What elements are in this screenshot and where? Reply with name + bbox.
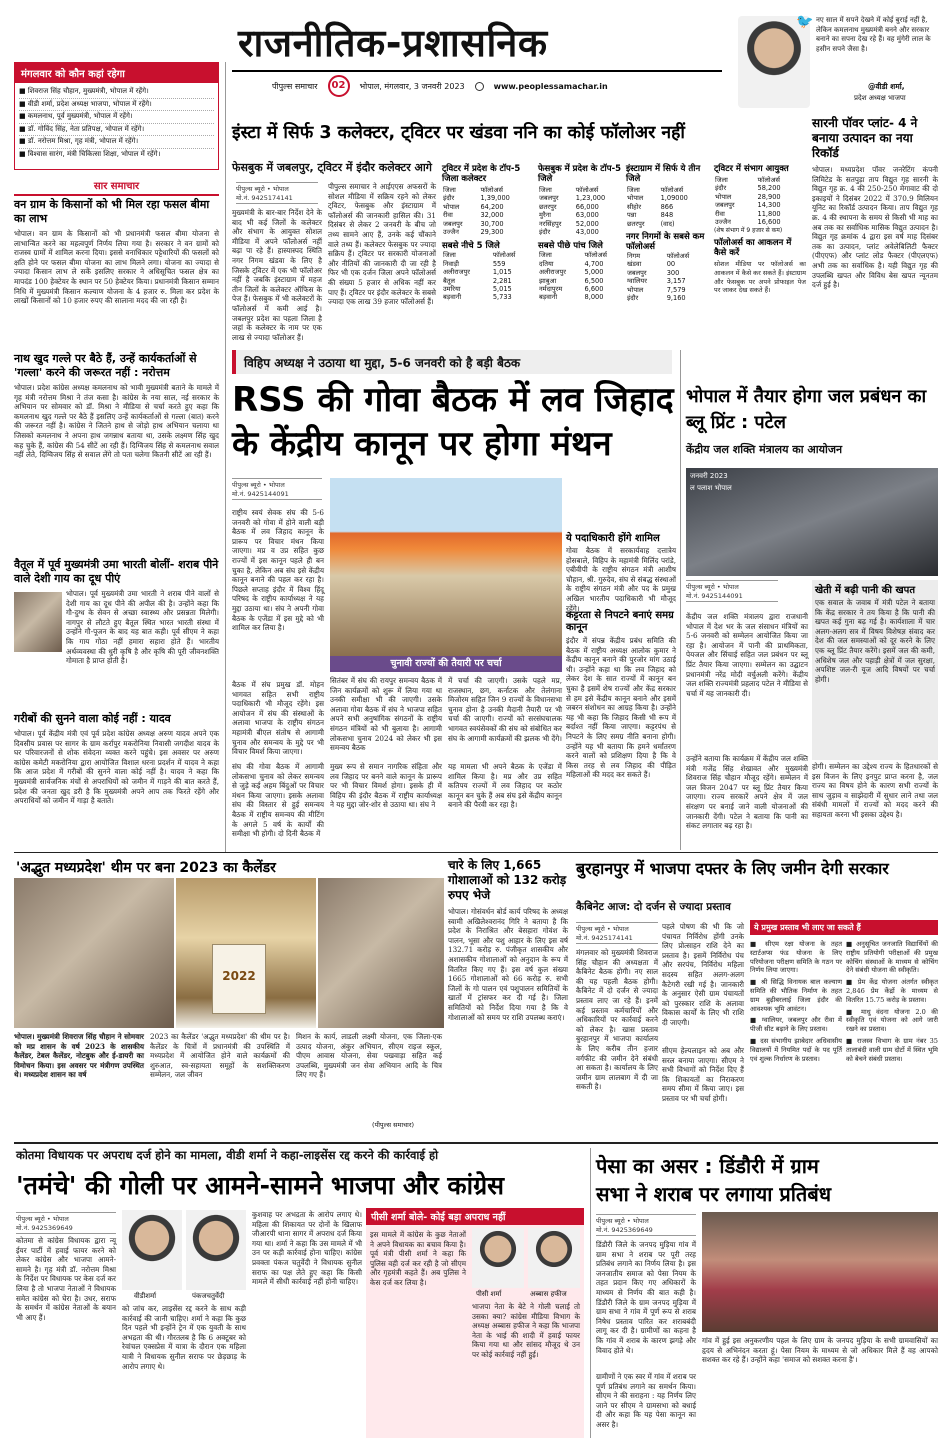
proposals-right [846,940,938,1063]
rss-photo-caption: चुनावी राज्यों की तैयारी पर चर्चा [330,656,562,672]
proposal-item: ■ ग्वालियर, जबलपुर और रीवा में पीजी सीट बढ़ाने के लिए प्रस्ताव। [750,1016,843,1034]
insta-byline: पीपुल्स ब्यूरो • भोपाल मो.नं. 9425174141 [236,182,318,204]
brief-3 [14,558,219,709]
brief-headline: वैतूल में पूर्व मुख्यमंत्री उमा भारती बोलीं- शराब पीने वाले देशी गाय का दूध पीएं [14,558,219,585]
commissioner-table [714,164,806,312]
globe-icon [475,82,484,91]
insta-body-2: पीपुल्स समाचार ने आईएएस अफसरों के सोशल मीडिया में सक्रिय रहने को लेकर ट्विटर, फेसबुक और इंस्टाग्राम में फॉलोअर्स की जानकारी हासिल की। 31 दिसंबर से लेकर 2 जनवरी के बीच जो तथ्य सामने आए हैं, उनके कई चौंकाने वाले तथ्य हैं। कलेक्टर फेसबुक पर ज्यादा सक्रिय हैं। ट्विटर पर सरकारी योजनाओं और नीतियों की जानकारी दी जा रही है फिर भी एक दर्जन जिला अपने फॉलोअर्स की संख्या 5 हजार से अधिक नहीं कर पाए हैं। ट्विटर पर इंदौर कलेक्टर के सबसे ज्यादा एक लाख 39 हजार फॉलोअर्स हैं। [328,182,436,307]
abbas-hafeez-photo [528,1228,580,1288]
rss-side-box [566,530,676,836]
tweet-text: नए साल में सपने देखने में कोई बुराई नहीं है, लेकिन कमलनाथ मुख्यमंत्री बनने और सरकार बनाने का सपना देख रहे हैं। वह मुंगेरी लाल के हसीन सपने जैसा है। [816,16,931,53]
kotma-body-3: कुशवाह पर अभद्रता के आरोप लगाए थे। महिला की शिकायत पर दोनों के खिलाफ जीआरपी थाना सागर में अपराध दर्ज किया गया था। शर्मा ने कहा कि उस मामले में भी उन पर कड़ी कार्रवाई होना चाहिए। कांग्रेस प्रवक्ता पंकज चतुर्वेदी ने विधायक सुनील सराफ का पक्ष लेते हुए कहा कि किसी मामले में सीधी कार्रवाई नहीं होनी चाहिए। [252,1210,362,1287]
proposal-item: ■ सीएम रक्षा योजना के तहत स्टार्टअप्स फंड योजना के लिए परियोजना परीक्षण समिति के गठन पर निर्णय लिया जाएगा। [750,940,842,975]
whereabouts-list [15,83,218,163]
burhanpur-subhead: कैबिनेट आज: दो दर्जन से ज्यादा प्रस्ताव [576,901,731,913]
kotma-name-2: पंकजचतुर्वेदी [192,1292,225,1300]
rss-body-2: बैठक में संघ प्रमुख डॉ. मोहन भागवत सहित सभी राष्ट्रीय पदाधिकारी भी मौजूद रहेंगे। इस आयोजन में संघ की संस्थाओं के अलावा भाजपा के राष्ट्रीय संगठन महामंत्री बीएल संतोष से आगामी चुनाव और समन्वय के मुद्दे पर भी विचार विमर्श किया जाएगा। [232,680,324,757]
proposals-box [750,920,938,935]
water-body-3: होगी। सम्मेलन का उद्देश्य राज्य के हितधारकों से इस विजन के लिए इनपुट प्राप्त करना है, जल राज्य का विषय होने के कारण सभी राज्यों के साथ जुड़ाव व साझेदारी में सुधार लाने तथा जल संबंधी मामलों में राज्यों को मदद करने की सहायता करना भी इसका उद्देश्य है। [812,762,938,819]
tw-top-data: जिला फॉलोअर्स इंदौर 1,39,000 भोपाल 64,200 रीवा 32,000 जबलपुर 30,700 उज्जैन 29,300 [443,186,510,237]
rss-headline-1: RSS की गोवा बैठक में लव जिहाद [232,380,674,420]
brief-headline: गरीबों की सुनने वाला कोई नहीं : यादव [14,712,171,725]
tweet-box [738,8,938,108]
rss-body-1: राष्ट्रीय स्वयं सेवक संघ की 5-6 जनवरी को गोवा में होने वाली बड़ी बैठक में लव जिहाद कानून के प्रारूप पर विचार मंथन किया जाएगा। मप्र व उप्र सहित कुछ राज्यों में इस कानून पहले ही बन चुका है, लेकिन अब संघ इसे केंद्रीय कानून बनाने की पहल कर रहा है। पिछले सप्ताह इंदौर में विश्व हिंदू परिषद के राष्ट्रीय कार्याध्यक्ष ने यह मुद्दा उठाया था। संघ ने अपनी गोवा बैठक के एजेंडा में इस मुद्दे को भी शामिल कर लिया है। [232,508,324,633]
insta-body-1: मुख्यमंत्री के बार-बार निर्देश देने के बाद भी कई जिलों के कलेक्टर और संभाग के आयुक्त सोशल मीडिया में अपने फॉलोअर्स नहीं बढ़ा पा रहे हैं। हास्यास्पद स्थिति नगर निगम खंडवा के लिए है जिसके ट्विटर में एक भी फॉलोअर नहीं है जबकि इंस्टाग्राम में महज तीन जिलों के कलेक्टर ऑफिस के पेज हैं। फेसबुक में भी कलेक्टरों के फॉलोअर्स में कमी आई है। जबलपुर प्रदेश का पहला जिला है जहां के कलेक्टर के नाम पर एक लाख से ज्यादा फॉलोअर हैं। [232,208,322,342]
whereabouts-item: ■ वीडी शर्मा, प्रदेश अध्यक्ष भाजपा, भोपाल में रहेंगे। [19,99,214,112]
insta-subhead: फेसबुक में जबलपुर, ट्विटर में इंदौर कलेक्टर आगे [232,161,432,174]
gaushala-body: भोपाल। गोसंवर्धन बोर्ड कार्य परिषद के अध्यक्ष स्वामी अखिलेश्वरानंद गिरि ने बताया है कि प्रदेश के निराश्रित और बेसहारा गोवंश के पालन, भूसा और पशु आहार के लिए इस वर्ष 132.71 करोड़ रु. पंजीकृत शासकीय और अशासकीय गोशालाओं को अनुदान के रूप में वितरित किए गए हैं। इस वर्ष कुल संख्या 1665 गोशालाओं को 66 करोड़ रु. सभी जिलों के गो पालन एवं पशुपालन समितियों के खातों में ट्रांसफर कर दी गई है। जिला समितियों को निर्देश दिया गया है कि वे गोशालाओं को समय पर राशि उपलब्ध कराएं। [448,907,568,1022]
water-box [812,580,938,760]
burhanpur-headline: बुरहानपुर में भाजपा दफ्तर के लिए जमीन देगी सरकार [576,859,889,878]
water-photo-tag-2: ल पलाश भोपाल [690,484,732,492]
calendar-page: 2022 [212,944,266,1014]
rss-side-head-2: कट्टरता से निपटने बनाएं समग्र कानून [566,610,674,633]
sarni-body: भोपाल। मध्यप्रदेश पॉवर जनरेटिंग कंपनी लिमिटेड के सतपुड़ा ताप विद्युत गृह सारनी के विद्युत गृह क्र. 4 की 250-250 मेगावाट की दो इकाइयों ने दिसंबर 2022 में 370.9 मिलियन यूनिट का रिकॉर्ड उत्पादन किया। ताप विद्युत गृह क्र. 4 की स्थापना के समय से किसी भी माह का अब तक का सर्वाधिक मासिक विद्युत उत्पादन है। विद्युत गृह क्रमांक 4 द्वारा इस वर्ष माह दिसंबर तक का उत्पादन, प्लांट अवेलेबिलिटी फैक्टर (पीएएफ) और प्लांट लोड फैक्टर (पीएलएफ) अभी तक का सर्वाधिक है। यही विद्युत गृह की उपलब्धि खपत और विविध बेस खपत न्यूनतम दर्ज हुई है। [812,165,938,290]
water-box-head: खेती में बढ़ी पानी की खपत [815,585,916,596]
fb-top-data: जिला फॉलोअर्स जबलपुर 1,23,000 छतरपुर 66,000 मुरैना 63,000 नरसिंहपुर 52,000 इंदौर 43,000 [539,186,606,237]
pc-sharma-box [366,1208,584,1438]
water-subhead: केंद्रीय जल शक्ति मंत्रालय का आयोजन [686,443,843,456]
rss-below-photo-1: सितंबर में संघ की रायपुर समन्वय बैठक में जिन कार्यक्रमों को शुरू में लिया गया था उनकी समीक्षा भी की जाएगी। उसके अलावा गोवा बैठक में संघ ने भाजपा सहित अपने सभी अनुषांगिक संगठनों के राष्ट्रीय संगठन मंत्रियों को भी बुलाया है। आगामी लोकसभा चुनाव 2024 को लेकर भी इस समन्वय बैठक [330,676,442,753]
commissioner-note: (शेष संभाग में 9 हजार से कम) [714,227,783,235]
whereabouts-box [14,62,219,170]
pc-sharma-body: इस मामले में कांग्रेस के कुछ नेताओं ने अपने विधायक का बचाव किया है। पूर्व मंत्री पीसी शर्मा ने कहा कि पुलिस वही दर्ज कर रही है जो सीएम और गृहमंत्री कहते हैं। अब पुलिस ने केस दर्ज कर लिया है। [370,1230,466,1287]
lower-rule [14,1142,938,1144]
rss-below-photo-3: मुख्य रूप से समान नागरिक संहिता और लव जिहाद पर बनने वाले कानून के प्रारूप पर भी विचार विमर्श होगा। इसके ही में विहिप की इंदौर बैठक में राष्ट्रीय कार्याध्यक्ष ने यह मुद्दा जोर-शोर से उठाया था। संघ ने [330,762,442,810]
brief-1 [14,198,219,347]
dindori-headline-2: सभा ने शराब पर लगाया प्रतिबंध [596,1182,832,1206]
brief-body: भोपाल। पूर्व केंद्रीय मंत्री एवं पूर्व प्रदेश कांग्रेस अध्यक्ष अरुण यादव अपने एक दिवसीय प्रवास पर सागर के ग्राम कर्रापुर मकरोनिया निवासी जगदीश यादव के घर परिवारजनों से शोक संवेदना व्यक्त करने पहुंचे। इस अवसर पर अरुण कांग्रेस कमेटी मकरोनिया द्वारा आयोजित विशाल धरना प्रदर्शन में यादव ने कहा कि आज प्रदेश में गरीबों की सुनने वाला कोई नहीं है। यादव ने कहा कि मुख्यमंत्री सार्वजनिक मंचों से अपराधियों को जमीन में गाड़ने की बात करते हैं, प्रदेश की जनता खुद डरी है कि मुख्यमंत्री अपने आप तक फिरते रहेंगे और अपराधियों को जमीन में गाड़ा है बताते। [14,729,219,806]
proposal-item: ■ दस संभागीय झाबेदार अधिवासीय विद्यालयों में नियमित पदों के पद पूर्ति एवं शुल्क निर्धारण के प्रस्ताव। [750,1036,842,1063]
calendar-credit: (पीपुल्स समाचार) [372,1121,415,1129]
calendar-caption-3: मिशन के कार्य, लाडली लक्ष्मी योजना, एक जिला-एक उत्पाद योजना, अंकुर अभियान, सीएम राइज स्कूल, पीएम आवास योजना, सेवा पखवाड़ा सहित कई उपलब्धि, मुख्यमंत्री जन सेवा अभियान आदि के चित्र लिए गए हैं। [296,1032,442,1080]
calendar-launch-photo-right [318,878,444,1028]
rss-below-photo-4: यह मामला भी अपने बैठक के एजेंडा में शामिल किया है। मप्र और उप्र सहित कतिपय राज्यों में लव जिहाद पर कठोर कानून बन चुके हैं अब संघ इसे केंद्रीय कानून बनाने की पैरवी कर रहा है। [448,762,562,810]
fb-top-table [538,164,622,302]
brief-headline: वन ग्राम के किसानों को भी मिल रहा फसल बीमा का लाभ [14,198,210,225]
masthead-rule [232,70,722,72]
proposal-item: ■ राजस्व विभाग के ग्राम नंबर 35 तालाबंदी वाली ग्राम दोटों में स्थित भूमि को बेचने संबंधी प्रस्ताव। [846,1036,938,1063]
rss-kicker: विहिप अध्यक्ष ने उठाया था मुद्दा, 5-6 जनवरी को है बड़ी बैठक [232,350,672,374]
brief-body: भोपाल। पूर्व मुख्यमंत्री उमा भारती ने शराब पीने वालों से देशी गाय का दूध पीने की अपील की है। उन्होंने कहा कि गौ-दुग्ध के सेवन से अच्छा स्वास्थ्य और प्रसन्नता मिलेगी। नागपुर से लौटते हुए बैतूल स्थित भारत भारती संस्था में उन्होंने गौ-पूजन के बाद यह बात कही। पूर्व सीएम ने कहा कि गाय गोठा नहीं हमारा सहारा होते हैं। भारतीय अर्थव्यवस्था की धुरी कृषि है और कृषि की पूरी जीवनशक्ति गोमाता है प्राप्त होती है। [66,589,219,666]
water-divider [680,350,681,850]
fb-top-title: फेसबुक में प्रदेश के टॉप-5 जिले [538,164,622,184]
water-byline: पीपुल्स ब्यूरो • भोपाल मो.नं. 9425144091 [686,580,778,602]
sarni-headline: सारनी पॉवर प्लांट- 4 ने बनाया उत्पादन का नया रिकॉर्ड [812,116,918,160]
whereabouts-item: ■ विश्वास सारंग, मंत्री चिकित्सा शिक्षा, भोपाल में रहेंगे। [19,149,161,158]
dindori-gramsabha-photo [702,1212,938,1332]
gaushala-headline: चारे के लिए 1,665 गोशालाओं को 132 करोड़ रुपए भेजे [448,858,567,902]
sarni-box [812,116,938,350]
calendar-caption-2: 2023 का कैलेंडर 'अद्भुत मध्यप्रदेश' की थीम पर है। कैलेंडर के चित्रों में प्रधानमंत्री की उपस्थिति में मध्यप्रदेश में आयोजित होने वाले कार्यक्रमों की शुरुआत, स्व-सहायता समूहों के सशक्तिकरण सम्मेलन, जल जीवन [150,1032,290,1080]
website: www.peoplessamachar.in [493,81,608,91]
kotma-body-2: को जांच कर, लाइसेंस रद्द करने के साथ कड़ी कार्रवाई की जानी चाहिए। शर्मा ने कहा कि कुछ दिन पहले भी इन्होंने ट्रेन में एक युवती के साथ अभद्रता की थी। गौरतलब है कि 6 अक्टूबर को रेवांचल एक्सप्रेस में यात्रा के दौरान एक महिला यात्री ने विधायक सुनील सराफ पर छेड़छाड़ के आरोप लगाए थे। [122,1304,246,1371]
proposals-left [750,940,842,1063]
pc-sharma-head: पीसी शर्मा बोले- कोई बड़ा अपराध नहीं [366,1208,584,1225]
twitter-icon: 🐦 [796,14,814,30]
dindori-body-2: ग्रामीणों ने एक स्वर में गांव में शराब पर पूर्ण प्रतिबंध लगाने का समर्थन किया। सीएम ने की सराहना : यह निर्णय लिए जाने पर सीएम ने ग्रामसभा को बधाई दी और कहा कि यह पेसा कानून का असर है। [596,1372,696,1429]
brief-4 [14,712,219,849]
tweet-author: @वीडी शर्मा, [868,82,905,91]
water-body-2: उन्होंने बताया कि कार्यक्रम में केंद्रीय जल शक्ति मंत्री गजेंद्र सिंह शेखावत और मुख्यमंत्री शिवराज सिंह चौहान मौजूद रहेंगे। सम्मेलन में जल विजन 2047 पर ब्लू प्रिंट तैयार किया जाएगा। राज्य सरकारें अपने क्षेत्र में जल संरक्षण पर बनाई जाने वाली योजनाओं की जानकारी देंगी। पटेल ने बताया कि पानी का संकट लगातार बढ़ रहा है। [686,754,808,831]
masthead-left-blank [14,8,214,60]
dindori-byline: पीपुल्स ब्यूरो • भोपाल मो.नं. 9425369649 [596,1214,696,1236]
tw-bottom-data: जिला फॉलोअर्स निवाड़ी 559 अलीराजपुर 1,015 बैतूल 2,281 उमरिया 5,015 बड़वानी 5,733 [443,251,516,302]
tw-bottom-title: सबसे नीचे 5 जिले [442,241,500,252]
proposal-item: ■ अनुसूचित जनजाति विद्यार्थियों की राष्ट्रीय प्रतियोगी परीक्षाओं की प्रमुख कोचिंग संस्थाओं के माध्यम से कोचिंग देने संबंधी योजना की स्वीकृति। [846,940,938,975]
whereabouts-item: ■ डॉ. नरोत्तम मिश्रा, गृह मंत्री, भोपाल में रहेंगे। [19,136,214,149]
calendar-headline: 'अद्भुत मध्यप्रदेश' थीम पर बना 2023 का कैलेंडर [16,860,276,876]
whereabouts-item: ■ शिवराज सिंह चौहान, मुख्यमंत्री, भोपाल में रहेंगे। [19,86,214,99]
ig-data: जिला फॉलोअर्स भोपाल 1,09000 सीहोर 866 पन्ना 848 छतरपुर (वाद) [627,186,688,228]
dindori-body-3: गांव में हुई इस अनुकरणीय पहल के लिए ग्राम के जनपद मुड़िया के सभी ग्रामवासियों का हृदय से अभिनंदन करता हूं। पेसा नियम के माध्यम से जो अधिकार मिले हैं वह आपको सशक्त कर रहे हैं। उन्होंने कहा 'समाज को सशक्त करना है'। [702,1336,938,1365]
ig-title: इंस्टाग्राम में सिर्फ ये तीन जिले [626,164,701,184]
proposal-item: ■ प्रेम केंद्र योजना अंतर्गत स्वीकृत 2,846 प्रेम केंद्रों के माध्यम से वितरित 15.75 करोड़ के प्रस्ताव। [846,978,939,1004]
insta-headline: इंस्टा में सिर्फ 3 कलेक्टर, ट्विटर पर खंडवा ननि का कोई फॉलोअर नहीं [232,123,685,143]
gaushala-box [448,858,568,1097]
rss-byline: पीपुल्स ब्यूरो • भोपाल मो.नं. 9425144091 [232,478,322,500]
fb-bottom-data: जिला फॉलोअर्स दतिया 4,700 अलीराजपुर 5,000 झाबुआ 6,500 नर्मदापुरम 6,600 बड़वानी 8,000 [539,251,607,302]
pc-name-1: पीसी शर्मा [476,1290,502,1298]
commissioner-title: ट्विटर में संभाग आयुक्त [714,164,789,174]
sar-label: सार समाचार [14,178,219,196]
rss-side-body-2: इंदौर में संपन्न केंद्रीय प्रबंध समिति की बैठक में राष्ट्रीय अध्यक्ष आलोक कुमार ने केंद्रीय कानून बनाने की पुरजोर मांग उठाई थी। उन्होंने कहा था कि लव जिहाद को लेकर देश के सात राज्यों में कानून बन चुका है इसमें शेष राज्यों और केंद्र सरकार से हम इसे केंद्रीय कानून बनाने और इसमें जबरन संशोधन का आग्रह किया है। उन्होंने यह भी कहा कि जिहाद किसी भी रूप में बर्दाश्त नहीं किया जाएगा। कट्टरपंथ से निपटने के लिए समग्र नीति बनाना होगी। उन्होंने यह भी बताया कि हमने धर्मांतरण करने वालों को प्रशिक्षण दिया है कि वे किस तरह से लव जिहाद की पीड़ित महिलाओं की मदद कर सकते हैं। [566,636,676,780]
page-number: 02 [328,75,350,97]
vd-sharma-photo [122,1210,182,1290]
rss-rally-photo [330,478,562,656]
whereabouts-item: ■ डॉ. गोविंद सिंह, नेता प्रतिपक्ष, भोपाल में रहेंगे। [19,124,214,137]
calendar-caption-1: भोपाल। मुख्यमंत्री शिवराज सिंह चौहान ने सोमवार को मप्र शासन के वर्ष 2023 के शासकीय कैलेंडर, टेबल कैलेंडर, नोटबुक और ई-डायरी का विमोचन किया। इस अवसर पर मंत्रीगण उपस्थित थे। मध्यप्रदेश शासन का वर्ष [14,1032,144,1080]
kotma-name-1: वीडीशर्मा [134,1292,157,1300]
section-title: राजनीतिक-प्रशासनिक [238,21,548,65]
tweet-author-role: प्रदेश अध्यक्ष भाजपा [854,94,906,102]
pc-name-2: अब्बास हफीज [530,1290,567,1298]
pc-sharma-body-2: भाजपा नेता के बेटे ने गोली चलाई तो उसका क्या? कांग्रेस मीडिया विभाग के अध्यक्ष अब्बास हफीज ने कहा कि भाजपा नेता के भाई की शादी में हवाई फायर किया गया था और सांसद मौजूद थे उन पर कोई कार्रवाई नहीं हुई। [472,1302,580,1359]
fb-comm-title: फॉलोअर्स का आकलन में कैसे करें [714,238,792,259]
rss-below-photo-2: में चर्चा की जाएगी। उसके पहले मप्र, राजस्थान, छग, कर्नाटक और तेलंगाना मिजोरम सहित जिन 9 राज्यों के विधानसभा चुनाव होना है उनकी मैदानी तैयारी पर भी चर्चा की जाएगी। राज्यों को सरसंघचालक भागवत स्वयंसेवकों की संघ को संबोधित कर संघ के आगामी कार्यक्रमों की झलक भी देंगे। [448,676,562,743]
left-col-divider [225,62,226,852]
tw-top-title: ट्विटर में प्रदेश के टॉप-5 जिला कलेक्टर [442,164,521,184]
burhanpur-byline: पीपुल्स ब्यूरो • भोपाल मो.नं. 9425174141 [576,922,658,944]
water-body-1: केंद्रीय जल शक्ति मंत्रालय द्वारा राजधानी भोपाल में देश भर के जल संसाधन मंत्रियों का 5-6 जनवरी को सम्मेलन आयोजित किया जा रहा है। आयोजन में पानी की प्राथमिकता, पेयजल और सिंचाई सहित जल प्रबंधन पर ब्लू प्रिंट तैयार किया जाएगा। सम्मेलन का उद्घाटन प्रधानमंत्री नरेंद्र मोदी वर्चुअली करेंगे। केंद्रीय जल शक्ति राज्यमंत्री प्रहलाद पटेल ने मीडिया से चर्चा में यह जानकारी दी। [686,612,808,698]
masthead-strip [232,76,722,96]
water-headline: भोपाल में तैयार होगा जल प्रबंधन का ब्लू प्रिंट : पटेल [686,386,927,433]
proposal-item: ■ श्री सिद्धि विनायक बाल कल्याण समिति की भौतिक निर्माण के तहत ग्राम बुढ़ीबरलाई जिला इंदौर की आवश्यक भूमि आवंटन। [750,978,842,1013]
brief-body: भोपाल। प्रदेश कांग्रेस अध्यक्ष कमलनाथ को भावी मुख्यमंत्री बताने के मामले में गृह मंत्री नरोत्तम मिश्रा ने तंज कसा है। कांग्रेस के नया साल, नई सरकार के अभियान पर सोमवार को डॉ. मिश्रा ने मीडिया से चर्चा करते हुए कहा कि कमलनाथ खुद गल्ले पर बैठे हैं इसलिए उन्हें कार्यकर्ताओं से गल्ला (बात) करने की जरूरत नहीं है। कांग्रेस ने जितने हाथ से जोड़ो हाथ अभियान चलाया था जिसको कमलनाथ ने अपना हाथ जगन्नाथ बताया था, उसके लक्ष्मण सिंह खुद कह चुके हैं, कांग्रेस की 54 सीटें आ रही हैं। दिग्विजय सिंह से कमलनाथ सवाल नहीं लेते, दिग्विजय सिंह से सवाल लेंगे तो पता चलेगा कितनी सीटें आ रही हैं। [14,383,219,460]
pankaj-chaturvedi-photo [186,1210,246,1290]
dindori-body-1: डिंडौरी जिले के जनपद मुड़िया गांव में ग्राम सभा ने शराब पर पूरी तरह प्रतिबंध लगाने का निर्णय लिया है। इस जनजातीय समाज को पेसा नियम के तहत प्रदान किए गए अधिकारों के माध्यम से निर्णय की बात कही है। डिंडौरी जिले के ग्राम जनपद मुड़िया में ग्राम सभा ने गांव में पूर्ण रूप से शराब निषेध प्रस्ताव पारित कर शराबबंदी लागू कर दी है। ग्रामीणों का कहना है कि गांव में शराब के कारण झगड़े और विवाद होते थे। [596,1240,696,1355]
whereabouts-item: ■ कमलनाथ, पूर्व मुख्यमंत्री, भोपाल में रहेंगे। [19,111,214,124]
pc-sharma-photo [472,1228,524,1288]
nn-data: निगम फॉलोअर्स खंडवा 00 जबलपुर 300 ग्वालियर 3,157 भोपाल 7,579 इंदौर 9,160 [627,252,690,303]
fb-bottom-title: सबसे पीछे पांच जिले [538,241,603,252]
dindori-divider [590,1148,591,1438]
proposal-item: ■ माधु वंदना योजना 2.0 की स्वीकृति एवं योजना को आगे जारी रखने का प्रस्ताव। [846,1007,938,1034]
burhanpur-body-1: मंगलवार को मुख्यमंत्री शिवराज सिंह चौहान की अध्यक्षता में कैबिनेट बैठक होगी। नए साल की यह पहली बैठक होगी। कैबिनेट में दो दर्जन से ज्यादा प्रस्ताव लाए जा रहे हैं। इनमें कई प्रस्ताव कर्मचारियों और अधिकारियों पर कार्रवाई करने को लेकर है। खास प्रस्ताव बुरहानपुर में भाजपा कार्यालय के लिए करीब तीन हजार वर्गफीट की जमीन देने संबंधी आ सकता है। कार्यालय के लिए जमीन ग्राम लालबाग में दी जा सकती है। [576,948,658,1092]
rss-body-3: संघ की गोवा बैठक में आगामी लोकसभा चुनाव को लेकर समन्वय से जुड़े कई अहम बिंदुओं पर विचार मंथन किया जाएगा। इसके अलावा संघ की विस्तार से हुई समन्वय बैठक में राष्ट्रीय समन्वय की मीटिंग के अगले 5 वर्ष के कार्यों की समीक्षा भी होगी। दो दिनी बैठक में [232,762,324,839]
paper-name: पीपुल्स समाचार [272,81,318,91]
brief-headline: नाथ खुद गल्ले पर बैठे हैं, उन्हें कार्यकर्ताओं से 'गल्ला' करने की जरूरत नहीं : नरोत्तम [14,352,197,379]
tw-top-table [442,164,534,302]
brief-body: भोपाल। वन ग्राम के किसानों को भी प्रधानमंत्री फसल बीमा योजना से लाभान्वित करने का महत्वपूर्ण निर्णय लिया गया है। सरकार ने वन ग्रामों को राजस्व ग्रामों में शामिल करना दिया। इससे वनाधिकार पट्टेधारियों की फसलों को क्षति होने पर फसल बीमा योजना का लाभ मिलने लगा। योजना का ज्यादा से ज्यादा किसान लाभ ले सकें इसलिए सरकार ने अधिसूचित फसल क्षेत्र का मापदंड 100 हेक्टेयर के स्थान पर 50 हेक्टेयर किया। प्रधानमंत्री किसान सम्मान निधि में मुख्यमंत्री किसान कल्याण योजना के 4 हजार रु. मिला कर प्रदेश के लाखों किसानों को 10 हजार रुपए की सालाना मदद की जा रही है। [14,229,219,306]
commissioner-data: जिला फॉलोअर्स इंदौर 58,200 भोपाल 28,900 जबलपुर 14,300 रीवा 11,800 उज्जैन 16,600 [715,176,781,227]
mid-rule [14,852,938,853]
calendar-launch-photo-left [14,878,174,1028]
rss-side-body: गोवा बैठक में सरकार्यवाह दत्तात्रेय होसबाले, विहिप के महामंत्री मिलिंद परांडे, एबीवीपी के राष्ट्रीय संगठन मंत्री आशीष चौहान, श्री. गुरुदेव, संघ से संबद्ध संस्थाओं के राष्ट्रीय संगठन मंत्री और पद के प्रमुख अखिल भारतीय पदाधिकारी भी मौजूद रहेंगे। [566,546,676,613]
fb-comm-text: सोशल मीडिया पर फॉलोअर्स का आकलन में कैसे कर सकते हैं। इंस्टाग्राम और फेसबुक पर अपने प्रोफाइल पेज पर जाकर देख सकते हैं। [714,260,806,295]
rss-side-head: ये पदाधिकारी होंगे शामिल [566,533,660,544]
kotma-headline: 'तमंचे' की गोली पर आमने-सामने भाजपा और कांग्रेस [16,1171,505,1200]
dindori-headline-1: पेसा का असर : डिंडौरी में ग्राम [596,1154,819,1178]
kotma-byline: पीपुल्स ब्यूरो • भोपाल मो.नं. 9425369649 [16,1212,116,1234]
kotma-body-1: कोतमा से कांग्रेस विधायक द्वारा न्यू ईयर पार्टी में हवाई फायर करने को लेकर कांग्रेस और भाजपा आमने-सामने है। गृह मंत्री डॉ. नरोत्तम मिश्रा के निर्देश पर विधायक पर केस दर्ज कर लिया है तो भाजपा नेताओं ने विधायक समेत कांग्रेस को घेरा है। उधर, सराफ के समर्थन में कांग्रेस नेताओं के बयान भी आए हैं। [16,1236,116,1322]
kotma-kicker: कोतमा विधायक पर अपराध दर्ज होने का मामला, वीडी शर्मा ने कहा-लाइसेंस रद्द करने की कार्रवाई हो [16,1148,439,1162]
rss-headline-2: के केंद्रीय कानून पर होगा मंथन [232,424,612,464]
ig-table [626,164,710,302]
uma-bharti-photo [14,592,62,652]
nn-title: नगर निगमों के सबसे कम फॉलोअर्स [626,232,705,253]
proposals-head: ये प्रमुख प्रस्ताव भी लाए जा सकते हैं [750,920,938,935]
dateline: भोपाल, मंगलवार, 3 जनवरी 2023 [359,81,465,91]
water-box-body: एक सवाल के जवाब में मंत्री पटेल ने बताया कि केंद्र सरकार ने तय किया है कि पानी की खपत कई गुना बढ़ गई है। कार्यशाला में चार अलग-अलग सत्र में विषय विशेषज्ञ संवाद कर देश की जल समस्याओं को दूर करने के लिए एक ब्लू प्रिंट तैयार करेंगे। इसमें जल की कमी, अधिशेष जल और पहाड़ी क्षेत्रों में जल सुरक्षा, अपशिष्ट जल-री यूज आदि विषयों पर चर्चा होगी। [815,598,935,684]
whereabouts-title: मंगलवार को कौन कहां रहेगा [15,63,218,83]
brief-2 [14,352,219,523]
water-photo-tag: जनवरी 2023 [690,472,728,480]
burhanpur-body-3: सीएम हेल्पलाइन को अब और सरल बनाया जाएगा। सीएम ने सभी विभागों को निर्देश दिए हैं कि शिकायतों का निराकरण समय सीमा में किया जाए। इस प्रस्ताव पर भी चर्चा होगी। [662,1046,744,1103]
burhanpur-body-2: पहले पोषण की भी कि जो पंचायत निर्विरोध होंगी उनके लिए प्रोत्साहन राशि देने का प्रस्ताव है। इसमें निर्विरोध पंच और सरपंच, निर्विरोध महिला सदस्य सहित अलग-अलग कैटेगरी रखी गई है। जानकारी के अनुसार ऐसी ग्राम पंचायतों को पुरस्कार राशि के अलावा विकास कार्यों के लिए भी राशि दी जाएगी। [662,922,744,1027]
